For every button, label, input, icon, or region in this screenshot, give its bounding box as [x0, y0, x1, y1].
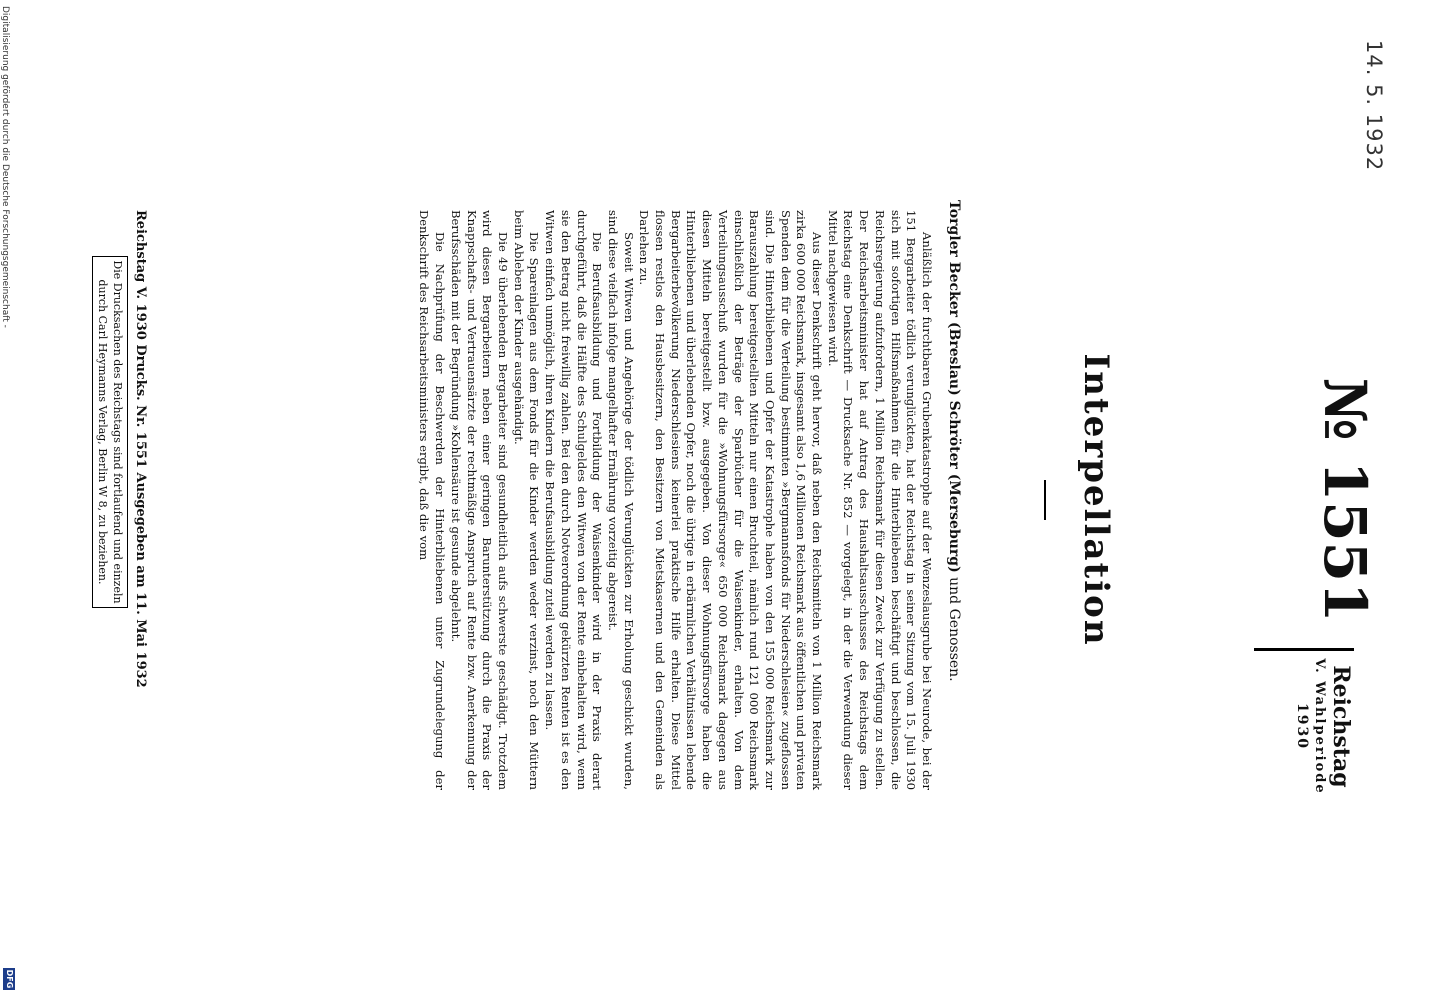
authors-line	[944, 200, 964, 840]
header-year: 1930	[1294, 703, 1310, 750]
footer-publication-line: Reichstag V. 1930 Drucks. Nr. 1551 Ausgegeben am 11. Mai 1932	[133, 210, 148, 688]
body-text	[416, 210, 934, 790]
document-title: Interpellation	[1076, 353, 1116, 647]
title-divider	[1044, 480, 1046, 520]
body-paragraph: Die Nachprüfung der Beschwerden der Hinterbliebenen unter Zugrundelegung der Denkschrift des Reichsarbeitsministers ergibt, daß die vom	[417, 210, 448, 790]
footer-note-line-1: Die Drucksachen des Reichstags sind fortlaufend und einzeln	[111, 260, 124, 604]
body-paragraph: Die Spareinlagen aus dem Fonds für die Kinder werden weder verzinst, noch den Müttern beim Ableben der Kinder ausgehändigt.	[511, 210, 542, 790]
footer-note-line-2: durch Carl Heymanns Verlag, Berlin W 8, zu beziehen.	[96, 279, 109, 585]
body-paragraph: Anläßlich der furchtbaren Grubenkatastrophe auf der Wenzeslausgrube bei Neurode, bei der 151 Bergarbeiter tödlich verunglückten, hat der Reichstag in seiner Sitzung vom 15. Juli 1930 sich mit sofortigen Hilfsmaßnahmen für die Hinterbliebenen beschäftigt und beschlossen, die Reichsregierung aufzufordern, 1 Million Reichsmark für diesen Zweck zur Verfügung zu stellen. Der Reichsarbeitsminister hat auf Antrag des Haushaltsausschusses des Reichstags dem Reichstag eine Denkschrift — Drucksache Nr. 852 — vorgelegt, in der die Verwendung dieser Mittel nachgewiesen wird.	[825, 210, 934, 790]
body-paragraph: Die Berufsausbildung und Fortbildung der Waisenkinder wird in der Praxis derart durchgeführt, daß die Hälfte des Schulgeldes den Witwen von der Rente einbehalten wird, wenn sie den Betrag nicht freiwillig zahlen. Bei den durch Notverordnung gekürzten Renten ist es den Witwen einfach unmöglich, ihren Kindern die Berufsausbildung zuteil werden zu lassen.	[543, 210, 605, 790]
dfg-logo: DFG	[5, 969, 14, 989]
author-names: Torgler Becker (Breslau) Schröter (Merseburg)	[946, 200, 962, 573]
document-number: № 1551	[1311, 377, 1379, 623]
authors-suffix: und Genossen.	[946, 572, 962, 682]
digitization-credit: Digitalisierung gefördert durch die Deutsche Forschungsgemeinschaft -	[0, 6, 10, 328]
body-paragraph: Die 49 überlebenden Bergarbeiter sind gesundheitlich aufs schwerste geschädigt. Trotzdem wird diesen Bergarbeitern neben einer geringen Barunterstützung durch die Praxis der Knappschafts- und Vertrauensärzte der rechtmäßige Anspruch auf Rente bzw. Anerkennung der Berufsschäden mit der Begründung »Kohlensäure ist gesunde abgelehnt.	[448, 210, 511, 790]
header-reichstag: Reichstag	[1328, 665, 1354, 788]
received-date-stamp: 14. 5. 1932	[1362, 40, 1386, 172]
footer-ordering-note	[92, 256, 128, 608]
reichstag-header	[1254, 648, 1354, 796]
header-period: V. Wahlperiode	[1312, 658, 1327, 795]
body-paragraph: Soweit Witwen und Angehörige der tödlich Verunglückten zur Erholung geschickt wurden, sind diese vielfach infolge mangelhafter Ernährung vorzeitig abgereist.	[605, 210, 636, 790]
body-paragraph: Aus dieser Denkschrift geht hervor, daß neben den Reichsmitteln von 1 Million Reichsmark zirka 600 000 Reichsmark, insgesamt also 1,6 Millionen Reichsmark aus öffentlichen und privaten Spenden dem für die Verteilung bestimmten »Bergmannsfonds für Niederschlesien« zugeflossen sind. Die Hinterbliebenen und Opfer der Katastrophe haben von den 155 000 Reichsmark zur Barauszahlung bereitgestellten Mitteln nur einen Bruchteil, nämlich rund 121 000 Reichsmark einschließlich der Beträge der Sparbücher für die Waisenkinder, erhalten. Von dem Verteilungsausschuß wurden für die »Wohnungsfürsorge« 650 000 Reichsmark dagegen aus diesen Mitteln bereitgestellt bzw. ausgegeben. Von dieser Wohnungsfürsorge haben die Hinterbliebenen und überlebenden Opfer, noch die übrige in erbärmlichen Verhältnissen lebende Bergarbeiterbevölkerung Niederschlesiens keinerlei praktische Hilfe erhalten. Diese Mittel flossen restlos den Hausbesitzern, den Besitzern von Mietskasernen und den Gemeinden als Darlehen zu.	[637, 210, 825, 790]
